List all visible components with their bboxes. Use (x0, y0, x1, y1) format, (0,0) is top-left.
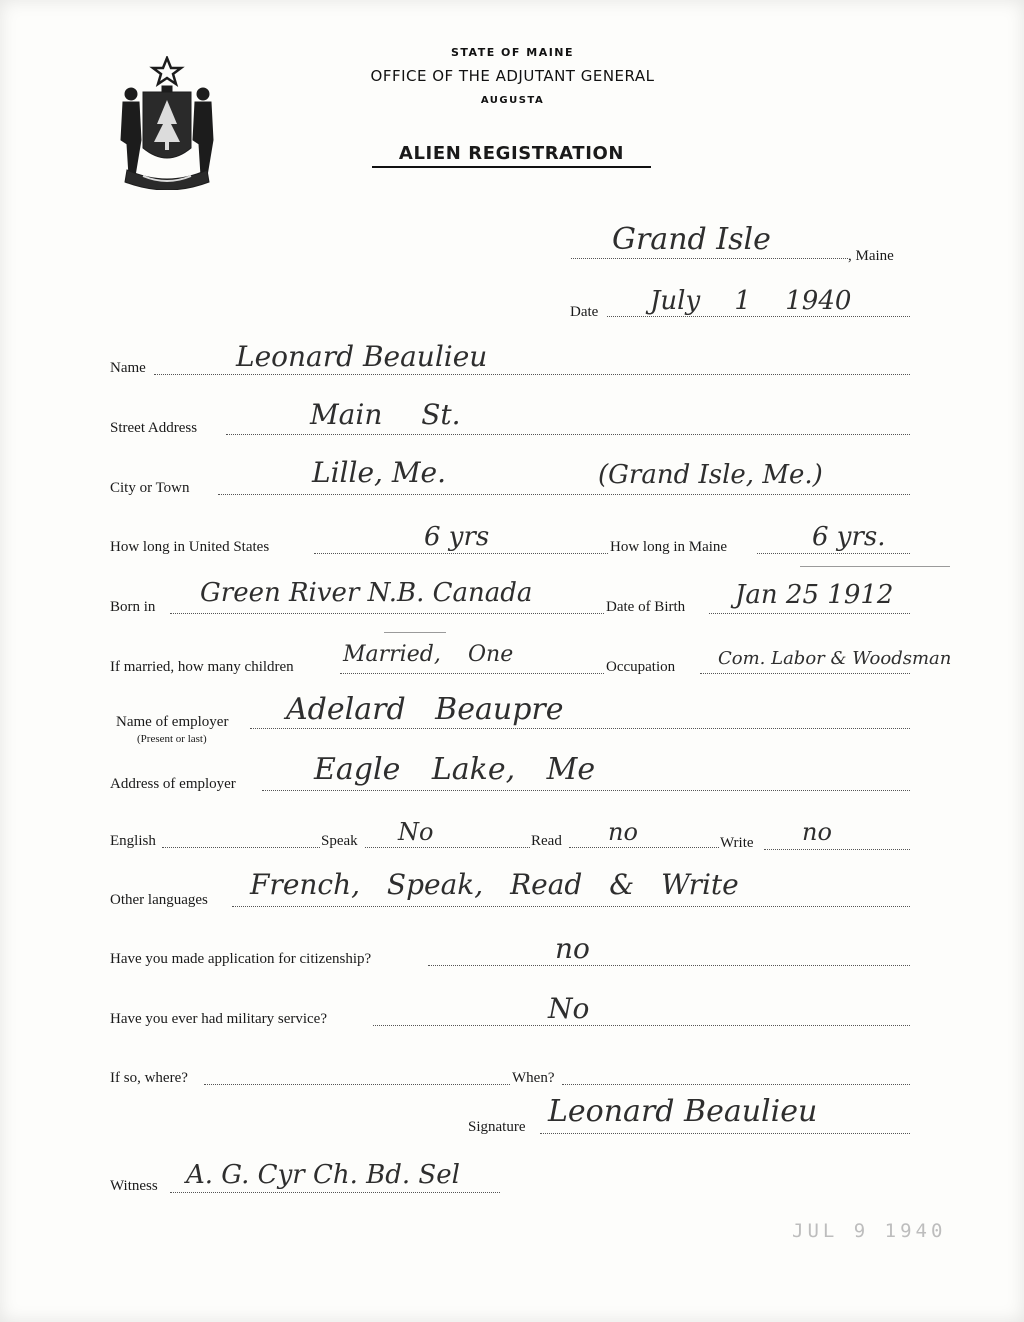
street-value: Main St. (310, 398, 461, 431)
born-line (170, 613, 604, 614)
occupation-value: Com. Labor & Woodsman (718, 648, 952, 669)
occupation-line (700, 673, 910, 674)
married-line (340, 673, 604, 674)
speak-line (365, 847, 530, 848)
occupation-label: Occupation (606, 659, 676, 675)
born-value: Green River N.B. Canada (200, 578, 533, 608)
name-label: Name (110, 360, 146, 376)
married-value: Married, (343, 642, 441, 667)
where-line (204, 1084, 510, 1085)
citizenship-line (428, 965, 910, 966)
city-label: City or Town (110, 480, 190, 496)
witness-value: A. G. Cyr Ch. Bd. Sel (186, 1160, 460, 1190)
employer-sublabel: (Present or last) (137, 733, 207, 745)
form-title: ALIEN REGISTRATION (372, 143, 651, 168)
city-line (218, 494, 910, 495)
received-date-stamp: JUL 9 1940 (792, 1220, 947, 1242)
when-label: When? (512, 1070, 555, 1086)
long-us-label: How long in United States (110, 539, 270, 555)
children-value: One (468, 642, 514, 667)
employer-address-line (262, 790, 910, 791)
read-label: Read (531, 833, 562, 849)
long-maine-line (757, 553, 910, 554)
pencil-mark (384, 632, 446, 633)
dob-label: Date of Birth (606, 599, 686, 615)
born-label: Born in (110, 599, 156, 615)
english-line (162, 847, 320, 848)
signature-value: Leonard Beaulieu (548, 1094, 818, 1129)
citizenship-value: no (555, 932, 590, 965)
street-line (226, 434, 910, 435)
employer-address-label: Address of employer (110, 776, 236, 792)
signature-label: Signature (468, 1119, 526, 1135)
read-value: no (608, 818, 638, 846)
employer-address-value: Eagle Lake, Me (314, 752, 596, 787)
english-label: English (110, 833, 156, 849)
married-label: If married, how many children (110, 659, 294, 675)
where-label: If so, where? (110, 1070, 188, 1086)
other-lang-value: French, Speak, Read & Write (250, 868, 739, 901)
header-state: STATE OF MAINE (450, 46, 575, 59)
employer-line (250, 728, 910, 729)
long-maine-label: How long in Maine (610, 539, 728, 555)
city-value: Lille, Me. (312, 456, 446, 489)
other-lang-line (232, 906, 910, 907)
citizenship-label: Have you made application for citizenship? (110, 951, 372, 967)
long-us-line (314, 553, 608, 554)
long-maine-value: 6 yrs. (812, 522, 886, 552)
write-label: Write (720, 835, 754, 851)
witness-line (170, 1192, 500, 1193)
dob-line (709, 613, 910, 614)
maine-state-seal-icon (113, 56, 221, 190)
witness-label: Witness (110, 1178, 158, 1194)
military-label: Have you ever had military service? (110, 1011, 327, 1027)
date-label: Date (570, 304, 599, 320)
city-alt-value: (Grand Isle, Me.) (598, 460, 823, 490)
write-line (764, 849, 910, 850)
military-value: No (548, 992, 590, 1025)
employer-value: Adelard Beaupre (286, 692, 564, 727)
other-lang-label: Other languages (110, 892, 208, 908)
date-value: July 1 1940 (650, 286, 852, 316)
read-line (569, 847, 719, 848)
place-line (571, 258, 848, 259)
speak-label: Speak (321, 833, 358, 849)
place-suffix: , Maine (848, 248, 894, 264)
name-line (154, 374, 910, 375)
employer-label: Name of employer (116, 714, 229, 730)
place-value: Grand Isle (612, 222, 771, 257)
long-us-value: 6 yrs (424, 522, 490, 552)
pencil-mark (800, 566, 950, 567)
when-line (562, 1084, 910, 1085)
header-office: OFFICE OF THE ADJUTANT GENERAL (370, 67, 655, 85)
street-label: Street Address (110, 420, 198, 436)
date-line (607, 316, 910, 317)
header-city: AUGUSTA (480, 95, 545, 106)
dob-value: Jan 25 1912 (735, 580, 894, 610)
name-value: Leonard Beaulieu (236, 340, 488, 373)
write-value: no (802, 818, 832, 846)
speak-value: No (398, 818, 434, 846)
military-line (373, 1025, 910, 1026)
signature-line (540, 1133, 910, 1134)
